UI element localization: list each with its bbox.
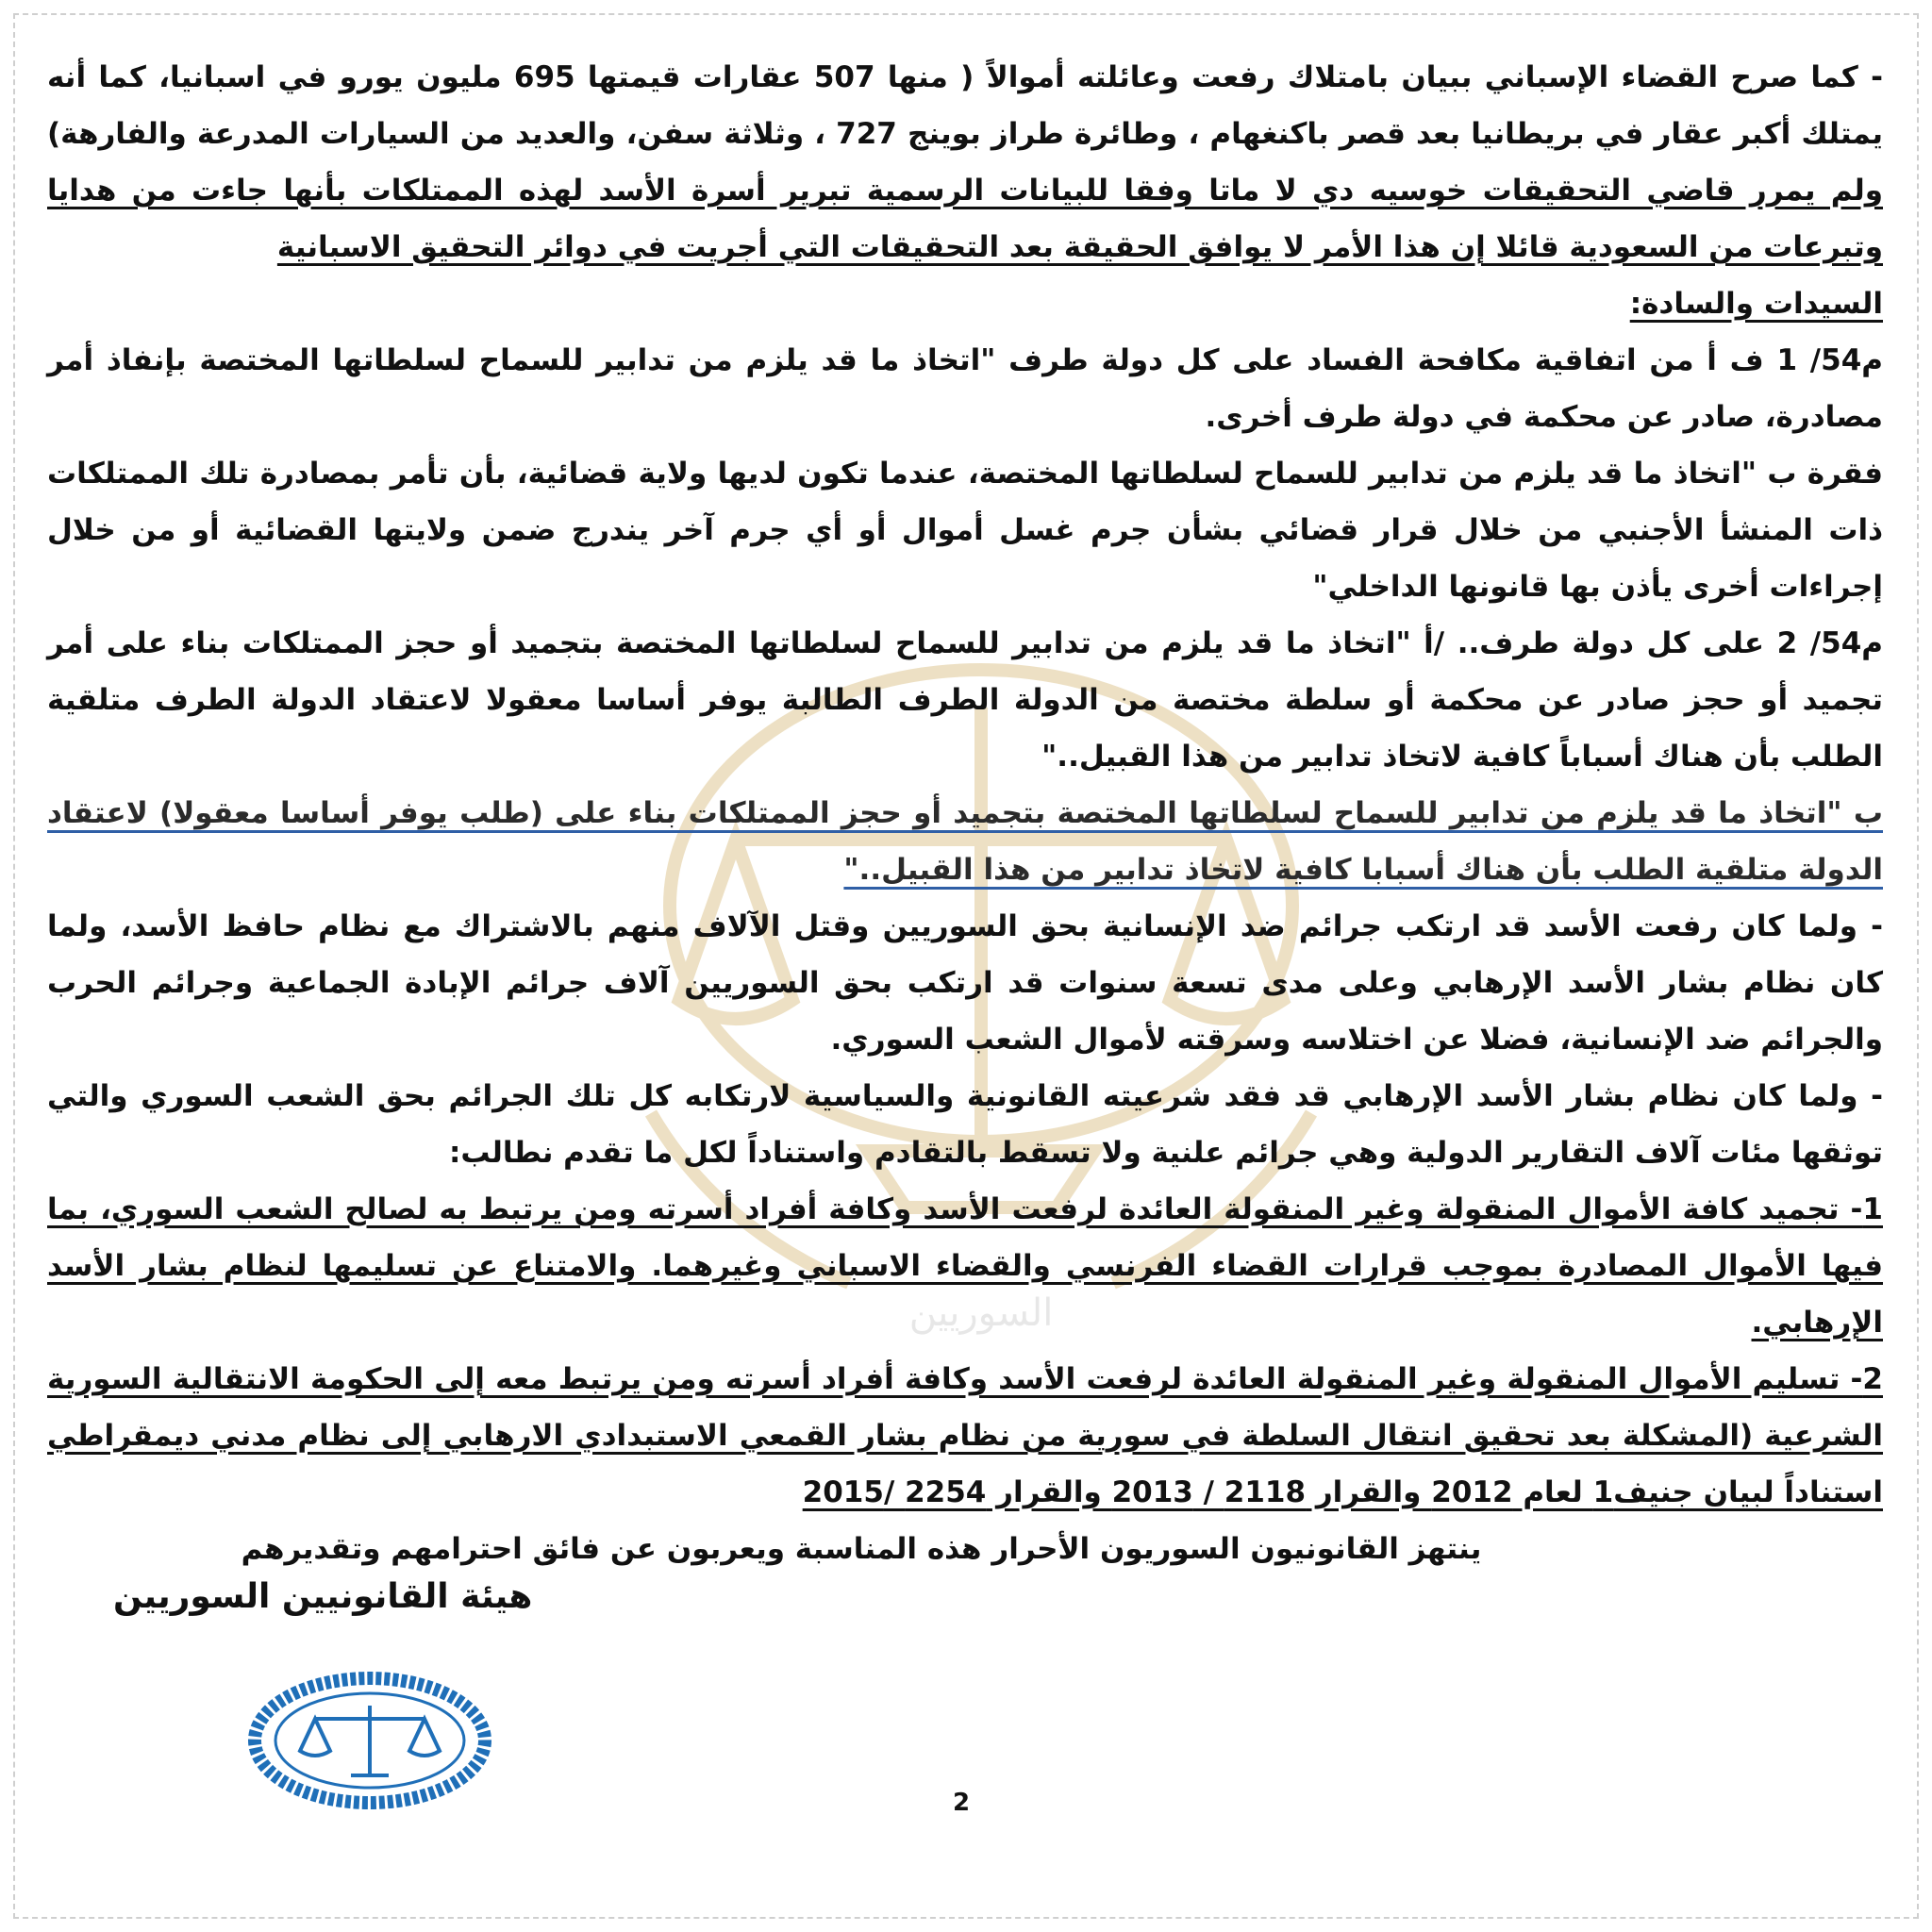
legitimacy-paragraph: - ولما كان نظام بشار الأسد الإرهابي قد فقد شرعيته القانونية والسياسية لارتكابه كل تلك الجرائم بحق الشعب السوري والتي توثقها مئات آلاف التقارير الدولية وهي جرائم علنية ولا تسقط بالتقادم واستناداً لكل ما تقدم نطالب:: [47, 1079, 1883, 1170]
article-54-1b-paragraph: فقرة ب "اتخاذ ما قد يلزم من تدابير للسماح لسلطاتها المختصة، عندما تكون لديها ولاية قضائية، بأن تأمر بمصادرة تلك الممتلكات ذات المنشأ الأجنبي من خلال قرار قضائي بشأن جرم غسل أموال أو أي جرم آخر يندرج ضمن ولايتها القضائية أو من خلال إجراءات أخرى يأذن بها قانونها الداخلي": [47, 457, 1883, 604]
closing-statement: ينتهز القانونيون السوريون الأحرار هذه المناسبة ويعربون عن فائق احترامهم وتقديرهم: [241, 1532, 1482, 1566]
crimes-paragraph: - ولما كان رفعت الأسد قد ارتكب جرائم ضد الإنسانية بحق السوريين وقتل الآلاف منهم بالاشتراك مع نظام حافظ الأسد، ولما كان نظام بشار الأسد الإرهابي وعلى مدى تسعة سنوات قد ارتكب بحق السوريين آلاف جرائم الإبادة الجماعية وجرائم الحرب والجرائم ضد الإنسانية، فضلا عن اختلاسه وسرقته لأموال الشعب السوري.: [47, 909, 1883, 1057]
watermark-text: السوريين: [908, 1291, 1054, 1335]
scales-of-justice-icon: [247, 1670, 492, 1811]
article-54-2b-text: ب "اتخاذ ما قد يلزم من تدابير للسماح لسلطاتها المختصة بتجميد أو حجز الممتلكات بناء على (طلب يوفر أساسا معقولا) لاعتقاد الدولة متلقية الطلب بأن هناك أسبابا كافية لاتخاذ تدابير من هذا القبيل..": [47, 796, 1883, 887]
article-54-1-paragraph: م54/ 1 ف أ من اتفاقية مكافحة الفساد على كل دولة طرف "اتخاذ ما قد يلزم من تدابير للسماح لسلطاتها المختصة بإنفاذ أمر مصادرة، صادر عن محكمة في دولة طرف أخرى.: [47, 343, 1883, 434]
assets-text: - كما صرح القضاء الإسباني ببيان بامتلاك رفعت وعائلته أموالاً ( منها 507 عقارات قيمتها 695 مليون يورو في اسبانيا، كما أنه يمتلك أكبر عقار في بريطانيا بعد قصر باكنغهام ، وطائرة طراز بوينج 727 ، وثلاثة سفن، والعديد من السيارات المدرعة والفارهة): [47, 60, 1884, 151]
demand-2-text: 2- تسليم الأموال المنقولة وغير المنقولة العائدة لرفعت الأسد وكافة أفراد أسرته ومن يرتبط معه إلى الحكومة الانتقالية السورية الشرعية (المشكلة بعد تحقيق انتقال السلطة في سورية من نظام بشار القمعي الاستبدادي الارهابي إلى نظام مدني ديمقراطي استناداً لبيان جنيف1 لعام 2012 والقرار 2118 / 2013 والقرار 2254 /2015: [47, 1362, 1883, 1509]
demand-1: [47, 1181, 1883, 1351]
article-54-2b-paragraph: [47, 785, 1883, 898]
salutation-heading: السيدات والسادة:: [1629, 287, 1883, 321]
demand-2: [47, 1351, 1883, 1521]
page-number: 2: [953, 1789, 971, 1817]
assets-underlined-text: ولم يمرر قاضي التحقيقات خوسيه دي لا ماتا وفقا للبيانات الرسمية تبرير أسرة الأسد لهذه الممتلكات بأنها جاءت من هدايا وتبرعات من السعودية قائلا إن هذا الأمر لا يوافق الحقيقة بعد التحقيقات التي أجريت في دوائر التحقيق الاسبانية: [47, 174, 1883, 264]
paragraph-assets: [47, 49, 1883, 275]
signature: هيئة القانونيين السوريين: [113, 1577, 533, 1616]
article-54-2-paragraph: م54/ 2 على كل دولة طرف.. /أ "اتخاذ ما قد يلزم من تدابير للسماح لسلطاتها المختصة بتجميد أو حجز الممتلكات بناء على أمر تجميد أو حجز صادر عن محكمة أو سلطة مختصة من الدولة الطرف الطالبة يوفر أساسا معقولا لاعتقاد الدولة الطرف متلقية الطلب بأن هناك أسباباً كافية لاتخاذ تدابير من هذا القبيل..": [47, 626, 1883, 774]
demand-1-text: 1- تجميد كافة الأموال المنقولة وغير المنقولة العائدة لرفعت الأسد وكافة أفراد أسرته ومن يرتبط به لصالح الشعب السوري، بما فيها الأموال المصادرة بموجب قرارات القضاء الفرنسي والقضاء الاسباني وغيرهما. والامتناع عن تسليمها لنظام بشار الأسد الإرهابي.: [47, 1192, 1883, 1340]
document-body: [47, 49, 1883, 1577]
